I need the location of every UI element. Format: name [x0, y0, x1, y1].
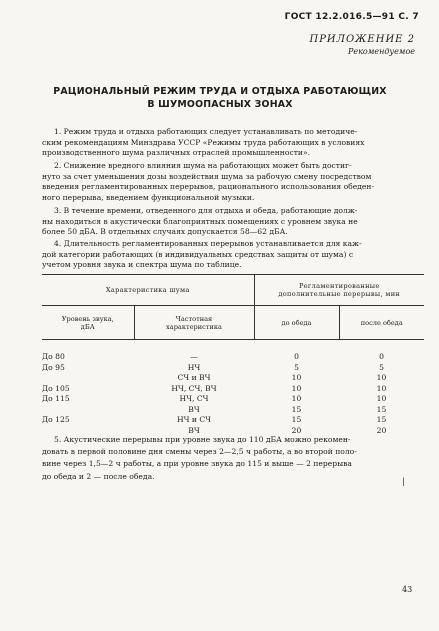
level-cell: До 95 — [42, 362, 65, 372]
col-before-lunch-header: до обеда — [254, 306, 339, 340]
margin-mark: | — [402, 477, 405, 486]
freq-cell: НЧ, СЧ, ВЧ — [171, 383, 217, 393]
table-row — [42, 415, 424, 426]
table-row — [42, 394, 424, 405]
freq-cell: СЧ и ВЧ — [177, 373, 211, 382]
before-cell: 10 — [291, 394, 302, 403]
freq-cell: ВЧ — [188, 404, 200, 414]
after-cell: 10 — [376, 383, 387, 393]
after-cell: 15 — [376, 404, 387, 414]
level-cell — [42, 405, 134, 416]
level-cell: До 115 — [42, 394, 70, 403]
text-line: производственного шума различных отраслей промышленности». — [42, 148, 311, 158]
appendix-type: Рекомендуемое — [348, 47, 415, 56]
after-cell: 5 — [379, 362, 384, 372]
noise-breaks-table — [42, 274, 424, 436]
before-cell: 5 — [294, 362, 299, 372]
before-cell: 15 — [291, 415, 302, 424]
text-line: ного перерыва, введением функциональной музыки. — [42, 192, 255, 202]
breaks-header: Регламентированные дополнительные перерывы, мин — [254, 275, 424, 306]
text-line: 2. Снижение вредного влияния шума на работающих может быть достиг- — [54, 161, 352, 170]
col-after-lunch-header: после обеда — [339, 306, 424, 340]
title-line-1: РАЦИОНАЛЬНЫЙ РЕЖИМ ТРУДА И ОТДЫХА РАБОТАЮЩИХ — [53, 86, 387, 97]
after-cell: 15 — [376, 415, 387, 424]
text-line: дой категории работающих (в индивидуальных средствах защиты от шума) с — [42, 249, 354, 259]
col-level-header: Уровень звука, дБА — [42, 306, 134, 340]
table-row — [42, 405, 424, 416]
before-cell: 10 — [291, 383, 302, 393]
freq-cell: НЧ — [187, 362, 201, 372]
text-line: вине через 1,5—2 ч работы, а при уровне звука до 115 и выше — 2 перерыва — [42, 459, 352, 469]
table-row — [42, 373, 424, 384]
noise-characteristic-header: Характеристика шума — [42, 275, 254, 306]
col-freq-header: Частотная характеристика — [134, 306, 254, 340]
level-cell — [42, 373, 134, 384]
before-cell: 15 — [291, 404, 302, 414]
document-code: ГОСТ 12.2.016.5—91 С. 7 — [284, 12, 419, 22]
text-line: учетом уровня звука и спектра шума по таблице. — [42, 260, 242, 270]
freq-cell: НЧ и СЧ — [176, 415, 212, 424]
paragraph-4 — [42, 239, 424, 271]
level-cell: До 125 — [42, 415, 70, 424]
page-number: 43 — [402, 585, 413, 594]
table-row — [42, 340, 424, 363]
appendix-label: ПРИЛОЖЕНИЕ 2 — [309, 34, 415, 45]
freq-cell: НЧ, СЧ — [179, 394, 209, 403]
level-cell: До 105 — [42, 383, 70, 393]
text-line: нуто за счет уменьшения дозы воздействия шума за рабочую смену посредством — [42, 171, 372, 181]
before-cell: 20 — [291, 425, 302, 435]
text-line: 5. Акустические перерывы при уровне звука до 110 дБА можно рекомен- — [54, 435, 351, 444]
text-line: 3. В течение времени, отведенного для отдыха и обеда, работающие долж- — [54, 206, 358, 215]
after-cell: 10 — [376, 394, 387, 403]
text-line: более 50 дБА. В отдельных случаях допускается 58—62 дБА. — [42, 227, 288, 237]
table-row — [42, 363, 424, 374]
freq-cell: ВЧ — [188, 425, 200, 435]
paragraph-2 — [42, 161, 424, 203]
paragraph-1 — [42, 127, 424, 159]
section-title — [30, 85, 410, 111]
text-line: 4. Длительность регламентированных перерывов устанавливается для каж- — [54, 239, 362, 248]
after-cell: 10 — [376, 373, 387, 382]
text-line: введения регламентированных перерывов, рационального использования обеден- — [42, 182, 375, 192]
paragraph-3 — [42, 206, 424, 238]
title-line-2: В ШУМООПАСНЫХ ЗОНАХ — [147, 99, 293, 110]
after-cell: 20 — [376, 425, 387, 435]
before-cell: 0 — [294, 352, 299, 361]
table-row — [42, 384, 424, 395]
freq-cell: — — [190, 352, 198, 361]
text-line: довать в первой половине дня смены через 2—2,5 ч работы, а во второй поло- — [42, 447, 357, 457]
text-line: ским рекомендациям Минздрава УССР «Режимы труда работающих в условиях — [42, 137, 365, 147]
text-line: ны находиться в акустически благоприятных помещениях с уровнем звука не — [42, 216, 358, 226]
level-cell: До 80 — [42, 352, 65, 361]
text-line: до обеда и 2 — после обеда. — [42, 471, 155, 481]
after-cell: 0 — [379, 352, 384, 361]
text-line: 1. Режим труда и отдыха работающих следует устанавливать по методиче- — [54, 127, 358, 136]
paragraph-5 — [42, 434, 424, 483]
before-cell: 10 — [291, 373, 302, 382]
